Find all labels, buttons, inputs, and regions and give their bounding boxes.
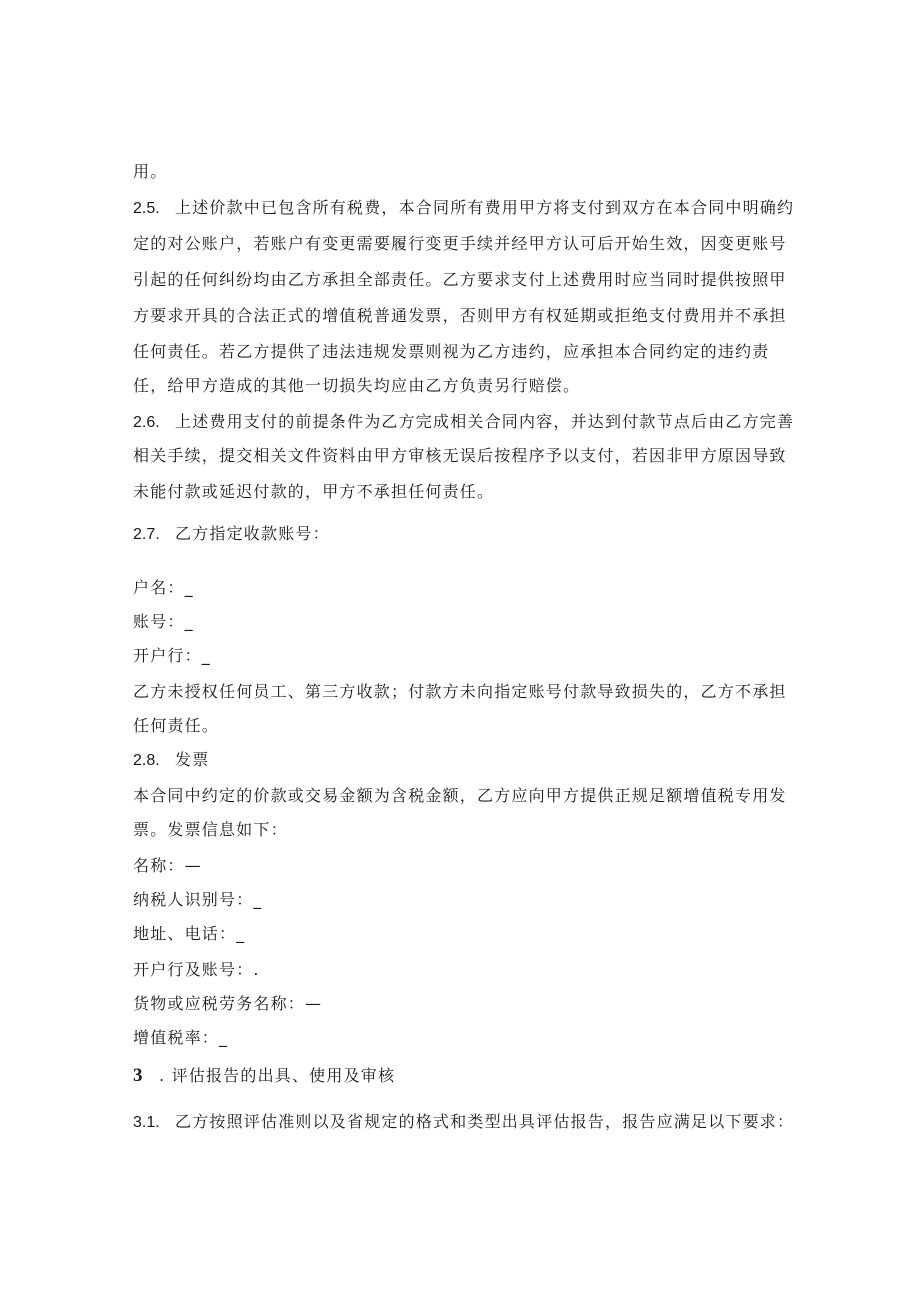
text-line: 票。发票信息如下： <box>133 820 288 839</box>
text-line: 相关手续，提交相关文件资料由甲方审核无误后按程序予以支付，若因非甲方原因导致 <box>133 446 787 465</box>
text-line: 引起的任何纠纷均由乙方承担全部责任。乙方要求支付上述费用时应当同时提供按照甲 <box>133 270 787 289</box>
text-line: 本合同中约定的价款或交易金额为含税金额，乙方应向甲方提供正规足额增值税专用发 <box>133 786 787 805</box>
text-line: 任何责任。 <box>133 716 220 735</box>
text-line: 上述费用支付的前提条件为乙方完成相关合同内容，并达到付款节点后由乙方完善 <box>175 412 795 431</box>
text-line: 发票 <box>175 750 210 769</box>
clause-number: 2.5. <box>133 200 160 217</box>
clause-2-7 <box>133 524 330 545</box>
text-line: 乙方指定收款账号： <box>175 524 330 543</box>
clause-number: 3.1. <box>133 1114 160 1131</box>
clause-2-6 <box>133 412 794 433</box>
section-title: . 评估报告的出具、使用及审核 <box>159 1066 396 1085</box>
payee-name-field: 户名：_ <box>133 578 194 597</box>
text-line: 定的对公账户，若账户有变更需要履行变更手续并经甲方认可后开始生效，因变更账号 <box>133 234 787 253</box>
clause-number: 2.6. <box>133 414 160 431</box>
taxpayer-id-field: 纳税人识别号：_ <box>133 890 263 909</box>
text-line: 上述价款中已包含所有税费，本合同所有费用甲方将支付到双方在本合同中明确约 <box>175 198 795 217</box>
bank-account-field: 开户行及账号：. <box>133 960 260 979</box>
text-line: 方要求开具的合法正式的增值税普通发票，否则甲方有权延期或拒绝支付费用并不承担 <box>133 306 787 325</box>
section-3-heading <box>133 1066 395 1086</box>
text-line: 任，给甲方造成的其他一切损失均应由乙方负责另行赔偿。 <box>133 376 581 395</box>
clause-3-1 <box>133 1112 794 1133</box>
bank-field: 开户行：_ <box>133 646 212 665</box>
address-phone-field: 地址、电话：_ <box>133 924 246 943</box>
invoice-name-field: 名称：— <box>133 856 202 875</box>
clause-2-8 <box>133 750 209 771</box>
goods-name-field: 货物或应税劳务名称：— <box>133 994 323 1013</box>
clause-number: 2.8. <box>133 752 160 769</box>
clause-2-5 <box>133 198 794 219</box>
text-line: 未能付款或延迟付款的，甲方不承担任何责任。 <box>133 482 495 501</box>
text-line: 用。 <box>133 162 168 181</box>
account-number-field: 账号：_ <box>133 612 194 631</box>
vat-rate-field: 增值税率：_ <box>133 1028 229 1047</box>
clause-number: 2.7. <box>133 526 160 543</box>
text-line: 乙方按照评估准则以及省规定的格式和类型出具评估报告，报告应满足以下要求： <box>175 1112 795 1131</box>
section-number: 3 <box>133 1065 143 1086</box>
text-line: 任何责任。若乙方提供了违法违规发票则视为乙方违约，应承担本合同约定的违约责 <box>133 342 770 361</box>
text-line: 乙方未授权任何员工、第三方收款；付款方未向指定账号付款导致损失的，乙方不承担 <box>133 682 787 701</box>
